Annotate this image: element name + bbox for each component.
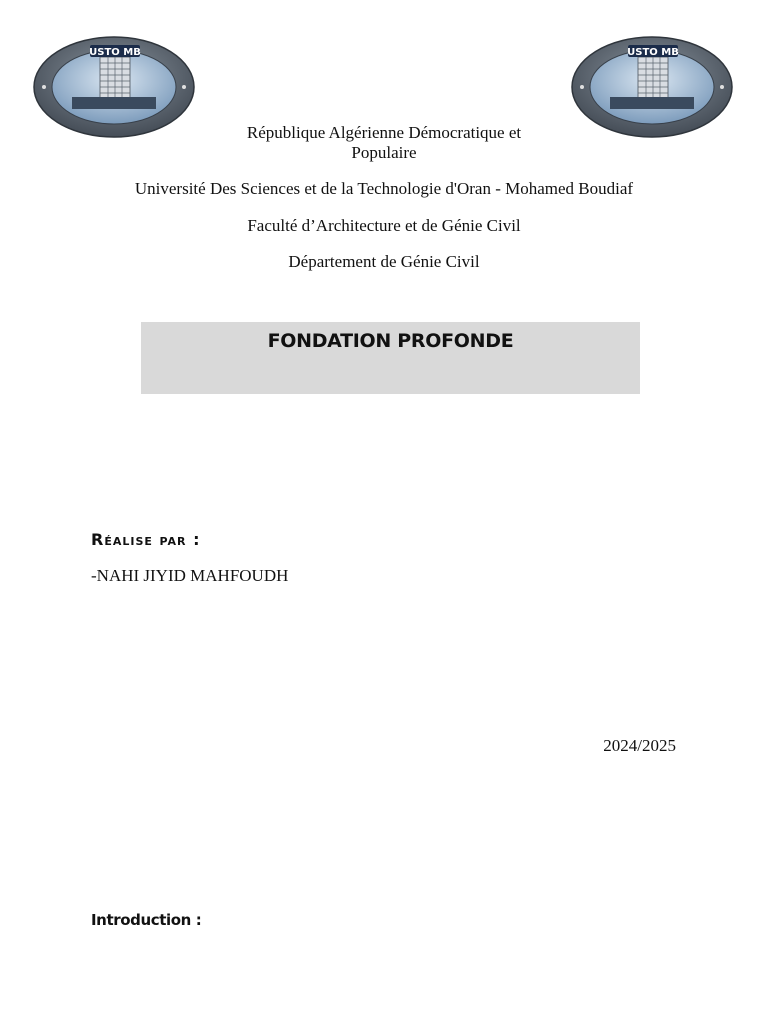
- university-name: Université Des Sciences et de la Technologie d'Oran - Mohamed Boudiaf: [134, 179, 634, 198]
- academic-year: 2024/2025: [603, 736, 676, 755]
- faculty-name: Faculté d’Architecture et de Génie Civil: [247, 216, 521, 235]
- logo-usto-text: USTO MB: [89, 47, 141, 58]
- author-name: -NAHI JIYID MAHFOUDH: [91, 566, 289, 585]
- republic-heading: République Algérienne Démocratique et Populaire: [246, 123, 522, 162]
- logo-usto-text: USTO MB: [627, 47, 679, 58]
- university-logo-left: [32, 35, 196, 139]
- title-box: [141, 322, 640, 394]
- realise-par-label: Réalise par :: [91, 530, 201, 549]
- usto-emblem-icon: [570, 35, 734, 139]
- university-logo-right: [570, 35, 734, 139]
- usto-emblem-icon: [32, 35, 196, 139]
- introduction-heading: Introduction :: [91, 911, 202, 929]
- document-title: FONDATION PROFONDE: [267, 330, 514, 352]
- department-name: Département de Génie Civil: [288, 252, 480, 271]
